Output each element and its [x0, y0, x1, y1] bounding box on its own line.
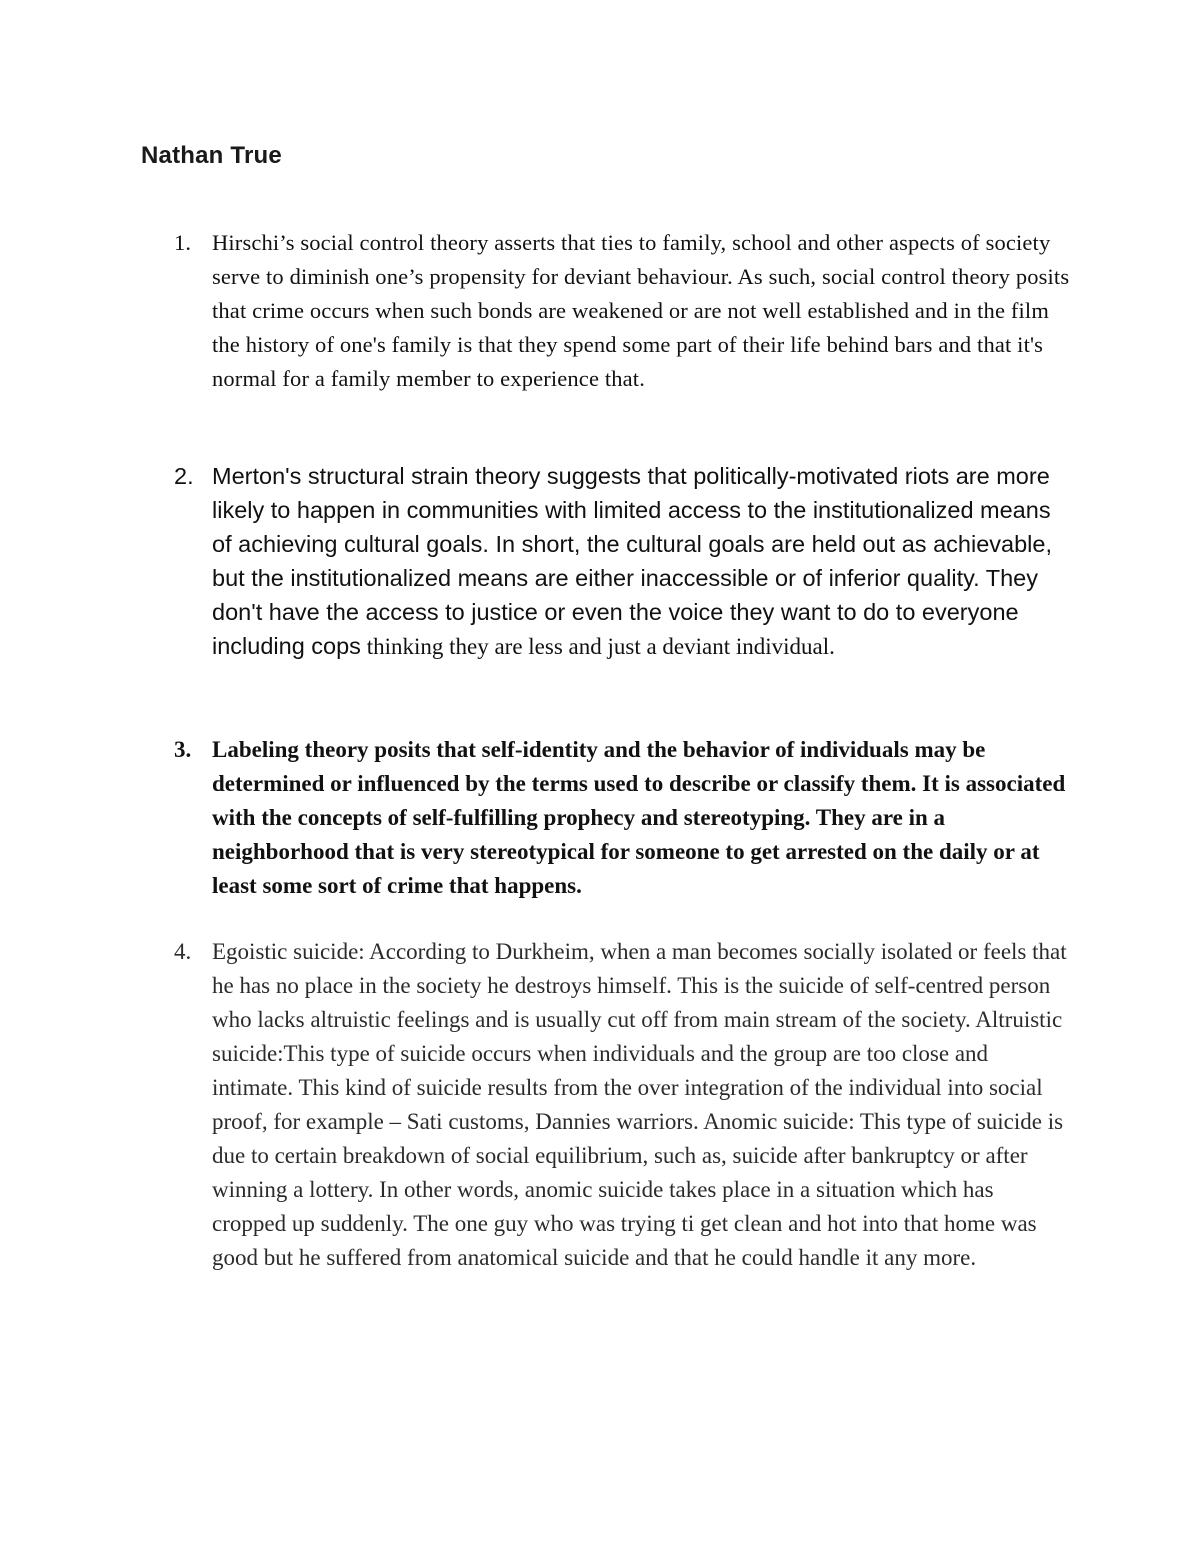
answer-number: 3.	[174, 737, 192, 762]
answer-item-4	[174, 935, 1072, 1275]
answer-text: Merton's structural strain theory suggests that politically-motivated riots are more likely to happen in communities with limited access to the institutionalized means of achieving cultural goals. In short, the cultural goals are held out as achievable, but the institutionalized means are either inaccessible or of inferior quality. They don't have the access to justice or even the voice they want to do to everyone including cops	[212, 463, 1052, 659]
answer-text: Egoistic suicide: According to Durkheim, when a man becomes socially isolated or feels that he has no place in the society he destroys himself. This is the suicide of self-centred person who lacks altruistic feelings and is usually cut off from main stream of the society. Altruistic suicide:This type of suicide occurs when individuals and the group are too close and intimate. This kind of suicide results from the over integration of the individual into social proof, for example – Sati customs, Dannies warriors. Anomic suicide: This type of suicide is due to certain breakdown of social equilibrium, such as, suicide after bankruptcy or after winning a lottery. In other words, anomic suicide takes place in a situation which has cropped up suddenly. The one guy who was trying ti get clean and hot into that home was good but he suffered from anatomical suicide and that he could handle it any more.	[212, 939, 1067, 1270]
answer-text: Labeling theory posits that self-identity and the behavior of individuals may be determined or influenced by the terms used to describe or classify them. It is associated with the concepts of self-fulfilling prophecy and stereotyping. They are in a neighborhood that is very stereotypical for someone to get arrested on the daily or at least some sort of crime that happens.	[212, 737, 1066, 898]
answer-number: 1.	[174, 230, 192, 255]
answer-number: 4.	[174, 939, 192, 964]
answer-number: 2.	[174, 463, 194, 489]
answer-item-1	[174, 226, 1072, 396]
answer-text-tail: thinking they are less and just a deviant individual.	[360, 634, 835, 659]
answer-item-3	[174, 733, 1072, 903]
author-name: Nathan True	[141, 142, 282, 169]
answer-item-2	[174, 459, 1072, 664]
answer-text: Hirschi’s social control theory asserts that ties to family, school and other aspects of society serve to diminish one’s propensity for deviant behaviour. As such, social control theory posits that crime occurs when such bonds are weakened or are not well established and in the film the history of one's family is that they spend some part of their life behind bars and that it's normal for a family member to experience that.	[212, 230, 1070, 391]
